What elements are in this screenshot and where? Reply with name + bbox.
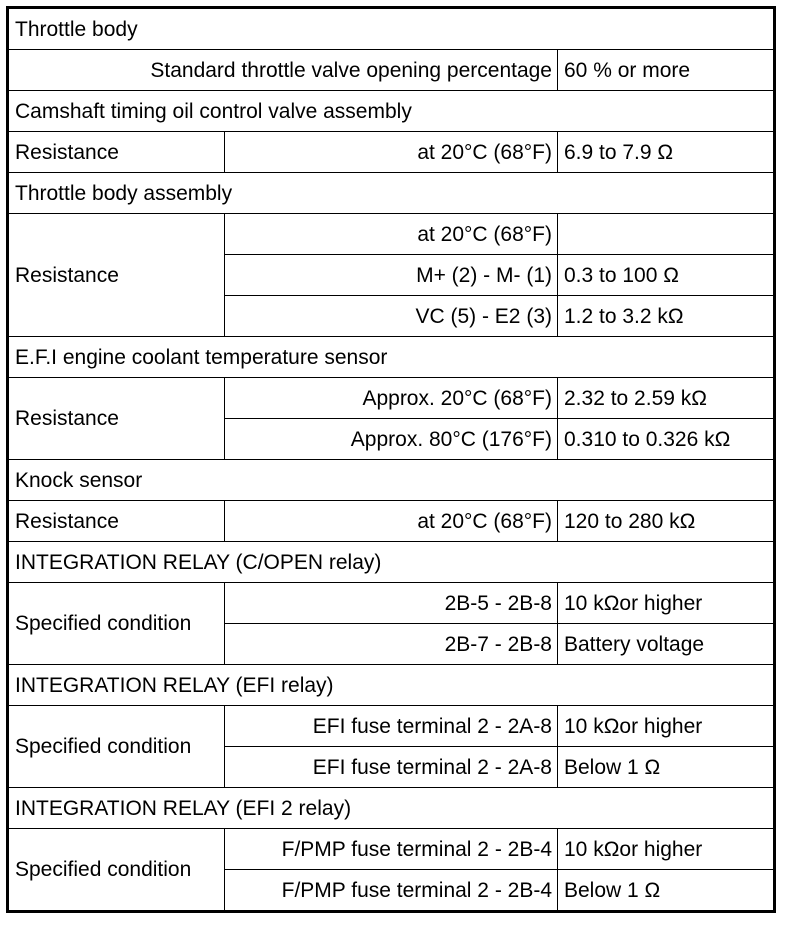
section-title: INTEGRATION RELAY (C/OPEN relay) [8, 542, 775, 583]
item-label: Resistance [8, 501, 225, 542]
spec-value [558, 214, 775, 255]
spec-value: Below 1 Ω [558, 870, 775, 912]
condition-cell: F/PMP fuse terminal 2 - 2B-4 [225, 829, 558, 870]
condition-cell: Approx. 20°C (68°F) [225, 378, 558, 419]
spec-value: 1.2 to 3.2 kΩ [558, 296, 775, 337]
table-row [8, 50, 775, 91]
spec-value: 120 to 280 kΩ [558, 501, 775, 542]
condition-cell: at 20°C (68°F) [225, 132, 558, 173]
condition-cell: 2B-7 - 2B-8 [225, 624, 558, 665]
condition-cell: M+ (2) - M- (1) [225, 255, 558, 296]
section-header-row [8, 665, 775, 706]
table-row [8, 829, 775, 870]
item-label: Specified condition [8, 706, 225, 788]
section-header-row [8, 173, 775, 214]
condition-cell: at 20°C (68°F) [225, 501, 558, 542]
section-title: Throttle body assembly [8, 173, 775, 214]
condition-cell: EFI fuse terminal 2 - 2A-8 [225, 747, 558, 788]
spec-value: 0.3 to 100 Ω [558, 255, 775, 296]
table-row [8, 378, 775, 419]
spec-value: 10 kΩor higher [558, 829, 775, 870]
section-header-row [8, 91, 775, 132]
section-title: Throttle body [8, 8, 775, 50]
section-header-row [8, 788, 775, 829]
table-row [8, 214, 775, 255]
condition-cell: EFI fuse terminal 2 - 2A-8 [225, 706, 558, 747]
spec-value: 10 kΩor higher [558, 583, 775, 624]
table-row [8, 583, 775, 624]
table-row [8, 501, 775, 542]
spec-table [6, 6, 776, 913]
condition-cell: Approx. 80°C (176°F) [225, 419, 558, 460]
condition-cell: F/PMP fuse terminal 2 - 2B-4 [225, 870, 558, 912]
item-label: Resistance [8, 214, 225, 337]
condition-cell: at 20°C (68°F) [225, 214, 558, 255]
spec-value: 2.32 to 2.59 kΩ [558, 378, 775, 419]
section-header-row [8, 542, 775, 583]
section-title: E.F.I engine coolant temperature sensor [8, 337, 775, 378]
condition-cell: 2B-5 - 2B-8 [225, 583, 558, 624]
section-title: INTEGRATION RELAY (EFI 2 relay) [8, 788, 775, 829]
section-title: Camshaft timing oil control valve assembly [8, 91, 775, 132]
section-header-row [8, 337, 775, 378]
section-title: INTEGRATION RELAY (EFI relay) [8, 665, 775, 706]
table-row [8, 132, 775, 173]
item-label: Specified condition [8, 583, 225, 665]
condition-cell: VC (5) - E2 (3) [225, 296, 558, 337]
spec-value: 0.310 to 0.326 kΩ [558, 419, 775, 460]
spec-value: 60 % or more [558, 50, 775, 91]
section-title: Knock sensor [8, 460, 775, 501]
item-label: Specified condition [8, 829, 225, 912]
item-label: Resistance [8, 132, 225, 173]
item-label: Resistance [8, 378, 225, 460]
table-row [8, 706, 775, 747]
spec-value: 10 kΩor higher [558, 706, 775, 747]
spec-value: 6.9 to 7.9 Ω [558, 132, 775, 173]
spec-value: Battery voltage [558, 624, 775, 665]
spec-value: Below 1 Ω [558, 747, 775, 788]
section-header-row [8, 460, 775, 501]
spec-label: Standard throttle valve opening percentage [8, 50, 558, 91]
section-header-row [8, 8, 775, 50]
